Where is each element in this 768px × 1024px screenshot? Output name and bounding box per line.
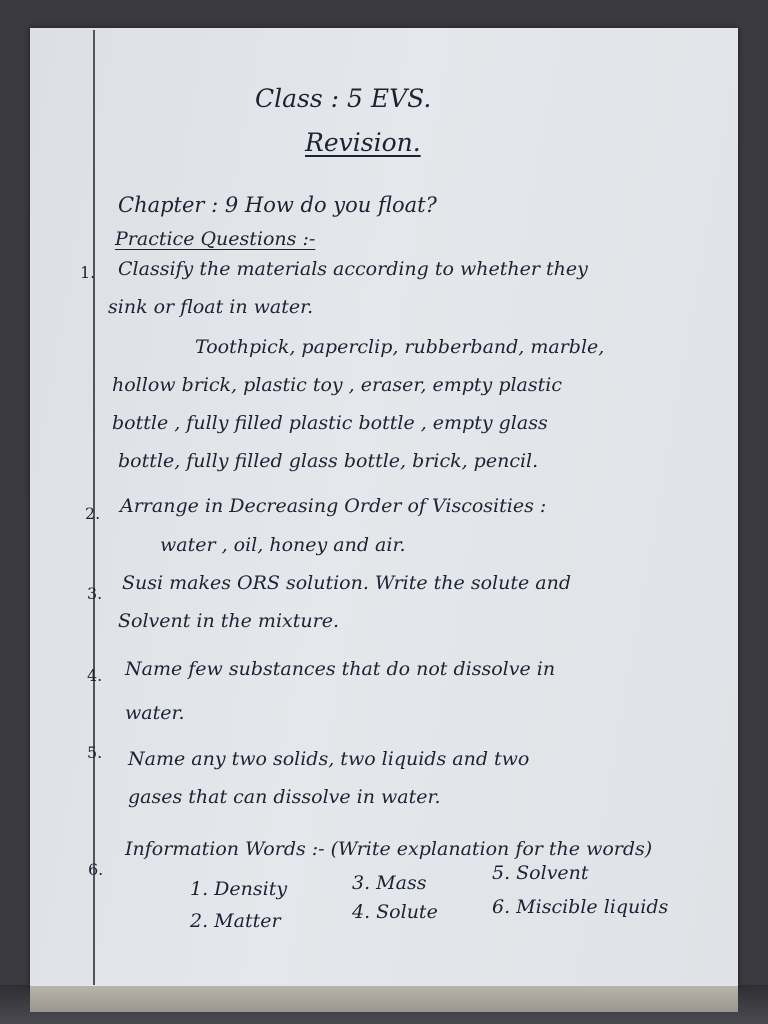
- question-number: 4.: [87, 666, 103, 685]
- question-line: Name any two solids, two liquids and two: [128, 748, 530, 770]
- question-line: Solvent in the mixture.: [118, 610, 339, 632]
- class-heading: Class : 5 EVS.: [255, 84, 432, 113]
- question-line: Toothpick, paperclip, rubberband, marble,: [195, 336, 605, 358]
- information-word: 2. Matter: [190, 910, 281, 932]
- question-line: bottle, fully filled glass bottle, brick, pencil.: [118, 450, 539, 472]
- question-number: 6.: [88, 860, 104, 879]
- question-number: 1.: [80, 263, 96, 282]
- question-line: bottle , fully filled plastic bottle , empty glass: [112, 412, 548, 434]
- question-line: Susi makes ORS solution. Write the solute and: [122, 572, 571, 594]
- information-word: 6. Miscible liquids: [492, 896, 669, 918]
- question-number: 2.: [85, 504, 101, 523]
- information-word: 4. Solute: [352, 901, 438, 923]
- chapter-title: Chapter : 9 How do you float?: [118, 193, 437, 217]
- question-line: Information Words :- (Write explanation for the words): [125, 838, 653, 860]
- practice-questions-heading: Practice Questions :-: [115, 228, 316, 250]
- question-number: 5.: [87, 743, 103, 762]
- question-number: 3.: [87, 584, 103, 603]
- question-line: sink or float in water.: [108, 296, 314, 318]
- question-line: Classify the materials according to whether they: [118, 258, 588, 280]
- page-stack-edge: [30, 986, 738, 1012]
- question-line: water.: [125, 702, 185, 724]
- revision-heading: Revision.: [305, 128, 421, 157]
- information-word: 1. Density: [190, 878, 288, 900]
- question-line: gases that can dissolve in water.: [128, 786, 441, 808]
- information-word: 3. Mass: [352, 872, 427, 894]
- information-word: 5. Solvent: [492, 862, 589, 884]
- question-line: hollow brick, plastic toy , eraser, empty plastic: [112, 374, 562, 396]
- question-line: Arrange in Decreasing Order of Viscosities :: [120, 495, 547, 517]
- question-line: Name few substances that do not dissolve in: [125, 658, 556, 680]
- question-line: water , oil, honey and air.: [160, 534, 406, 556]
